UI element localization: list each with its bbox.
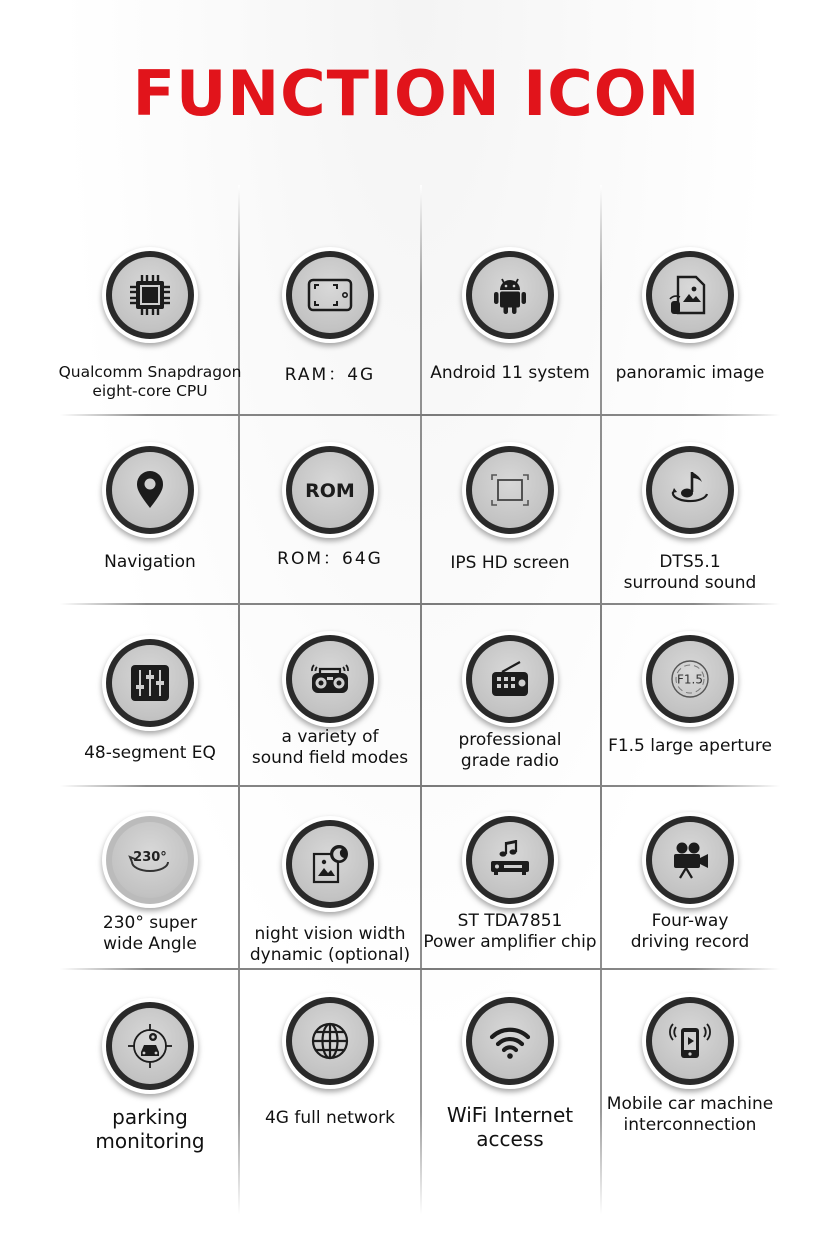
feature-label: Four-way driving record xyxy=(630,911,750,952)
screen-icon xyxy=(484,464,536,516)
icon-badge xyxy=(102,635,198,731)
feature-wide-angle xyxy=(60,797,240,979)
wide-angle-icon xyxy=(124,834,176,886)
video-camera-icon xyxy=(664,834,716,886)
icon-badge xyxy=(642,993,738,1089)
android-icon xyxy=(484,269,536,321)
feature-label: parking monitoring xyxy=(95,1105,205,1153)
radio-icon xyxy=(484,653,536,705)
feature-radio xyxy=(420,615,600,797)
icon-badge xyxy=(462,631,558,727)
icon-badge xyxy=(462,247,558,343)
feature-android xyxy=(420,225,600,407)
grid-divider xyxy=(60,414,780,416)
icon-badge xyxy=(282,442,378,538)
feature-label: night vision width dynamic (optional) xyxy=(249,924,411,965)
wifi-icon xyxy=(484,1015,536,1067)
feature-phone-link xyxy=(600,980,780,1162)
feature-label: a variety of sound field modes xyxy=(251,727,409,768)
feature-4g-network xyxy=(240,980,420,1162)
feature-label: F1.5 large aperture xyxy=(608,736,772,756)
surround-sound-icon xyxy=(664,464,716,516)
feature-label: 48-segment EQ xyxy=(84,743,216,763)
icon-badge xyxy=(102,442,198,538)
feature-label: DTS5.1 surround sound xyxy=(623,552,757,593)
feature-label: ST TDA7851 Power amplifier chip xyxy=(423,911,597,952)
feature-rom xyxy=(240,425,420,607)
feature-label: 4G full network xyxy=(264,1108,396,1128)
icon-badge xyxy=(282,247,378,343)
aperture-icon xyxy=(664,653,716,705)
feature-label: ROM：64G xyxy=(277,549,383,569)
phone-link-icon xyxy=(664,1015,716,1067)
icon-badge xyxy=(102,247,198,343)
page-title: FUNCTION ICON xyxy=(132,57,701,130)
feature-cpu xyxy=(60,225,240,407)
boombox-icon xyxy=(304,653,356,705)
ram-tablet-icon xyxy=(304,269,356,321)
feature-navigation xyxy=(60,425,240,607)
parking-monitor-icon xyxy=(124,1020,176,1072)
icon-badge xyxy=(282,631,378,727)
icon-badge xyxy=(642,631,738,727)
svg-text:ROM: ROM xyxy=(305,480,355,502)
feature-eq xyxy=(60,615,240,797)
feature-label: WiFi Internet access xyxy=(446,1103,574,1151)
globe-icon xyxy=(304,1015,356,1067)
equalizer-icon xyxy=(124,657,176,709)
svg-text:F1.5: F1.5 xyxy=(677,672,703,687)
icon-badge xyxy=(642,812,738,908)
feature-label: RAM：4G xyxy=(284,365,376,385)
feature-driving-record xyxy=(600,797,780,979)
panoramic-image-icon xyxy=(664,269,716,321)
feature-label: 230° super wide Angle xyxy=(102,913,198,954)
icon-badge xyxy=(462,993,558,1089)
feature-label: IPS HD screen xyxy=(450,553,570,573)
location-pin-icon xyxy=(124,464,176,516)
svg-text:230°: 230° xyxy=(133,850,167,865)
icon-badge xyxy=(642,442,738,538)
feature-panoramic xyxy=(600,225,780,407)
feature-label: panoramic image xyxy=(615,363,765,383)
feature-label: professional grade radio xyxy=(458,730,562,771)
feature-amplifier xyxy=(420,797,600,979)
icon-badge xyxy=(642,247,738,343)
amplifier-icon xyxy=(484,834,536,886)
rom-icon xyxy=(304,464,356,516)
icon-badge xyxy=(462,812,558,908)
feature-ips-screen xyxy=(420,425,600,607)
icon-badge xyxy=(282,816,378,912)
feature-grid xyxy=(60,185,780,1215)
feature-sound-field xyxy=(240,615,420,797)
feature-label: Android 11 system xyxy=(430,363,590,383)
feature-wifi xyxy=(420,980,600,1162)
icon-badge xyxy=(102,812,198,908)
feature-aperture xyxy=(600,615,780,797)
icon-badge xyxy=(282,993,378,1089)
feature-label: Qualcomm Snapdragon eight-core CPU xyxy=(58,363,242,400)
icon-badge xyxy=(462,442,558,538)
feature-ram xyxy=(240,225,420,407)
feature-label: Mobile car machine interconnection xyxy=(606,1094,774,1135)
night-vision-icon xyxy=(304,838,356,890)
feature-dts-sound xyxy=(600,425,780,607)
icon-badge xyxy=(102,998,198,1094)
feature-night-vision xyxy=(240,797,420,979)
feature-label: Navigation xyxy=(104,552,196,572)
cpu-chip-icon xyxy=(124,269,176,321)
feature-parking-monitoring xyxy=(60,980,240,1162)
